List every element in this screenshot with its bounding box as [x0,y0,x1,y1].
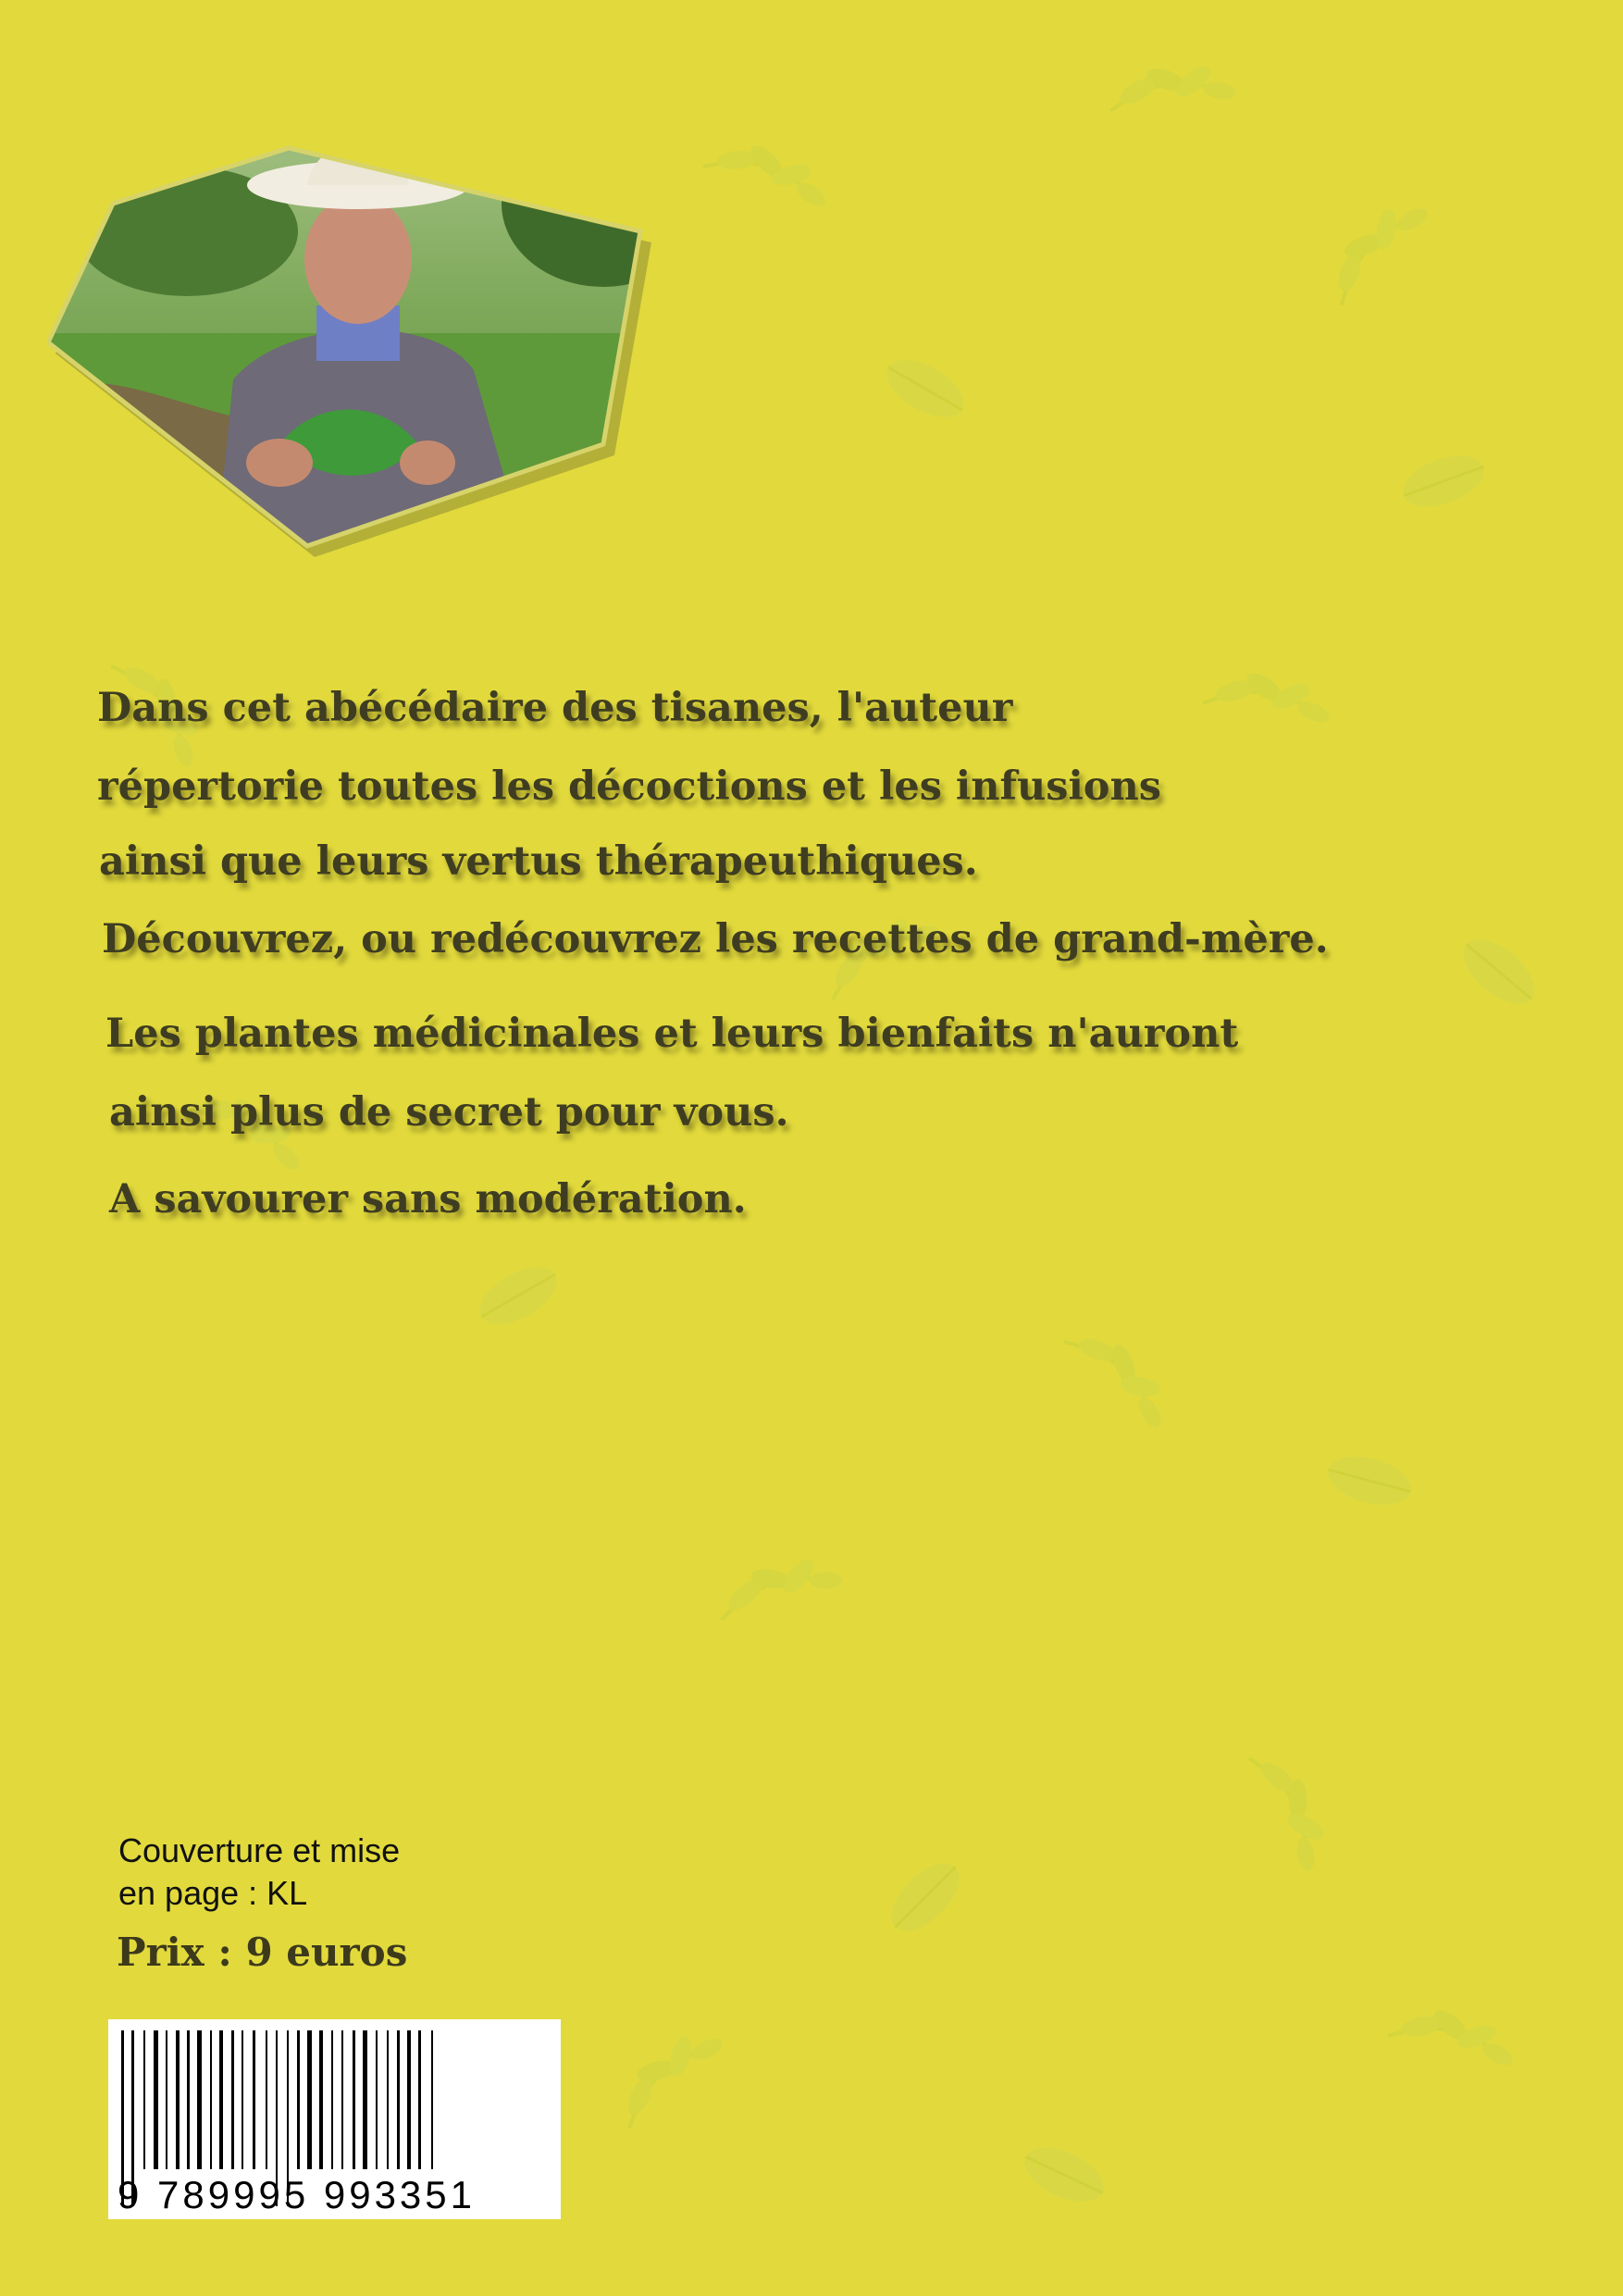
barcode-bar [253,2030,255,2169]
barcode-bar [307,2030,312,2169]
barcode-bar [363,2030,367,2169]
barcode-bar [231,2030,234,2169]
barcode-bar [387,2030,389,2169]
blurb-line-7: A savourer sans modération. [109,1176,747,1222]
blurb-line-2: répertorie toutes les décoctions et les infusions [97,763,1161,810]
barcode-bar [176,2030,180,2169]
author-photo [48,93,677,565]
isbn-digits: 9 789995 993351 [118,2173,476,2216]
barcode-bar [197,2030,202,2169]
barcode-bar [376,2030,378,2169]
barcode-bar [431,2030,433,2169]
blurb-line-5: Les plantes médicinales et leurs bienfaits n'auront [105,1011,1239,1057]
barcode-bar [166,2030,167,2169]
barcode-bar [219,2030,223,2169]
barcode-bar [341,2030,343,2169]
barcode-bar [266,2030,267,2169]
barcode-bar [297,2030,300,2169]
barcode-bar [143,2030,145,2169]
barcode-bar [407,2030,411,2169]
barcode-bar [319,2030,323,2169]
barcode-bar [187,2030,190,2169]
blurb-line-6: ainsi plus de secret pour vous. [109,1089,789,1136]
barcode-bar [210,2030,212,2169]
isbn-barcode [108,2019,561,2219]
layout-credit [118,1830,400,1915]
blurb-line-4: Découvrez, ou redécouvrez les recettes de grand-mère. [102,916,1329,962]
barcode-bar [397,2030,400,2169]
barcode-bar [154,2030,158,2169]
blurb-line-1: Dans cet abécédaire des tisanes, l'auteur [97,685,1013,731]
barcode-bar [242,2030,243,2169]
barcode-bar [418,2030,421,2169]
barcode-bar [331,2030,333,2169]
credit-line-2: en page : KL [118,1874,308,1912]
barcode-bar [353,2030,355,2169]
price-label: Prix : 9 euros [117,1930,408,1975]
credit-line-1: Couverture et mise [118,1831,401,1869]
blurb-line-3: ainsi que leurs vertus thérapeuthiques. [99,838,978,885]
